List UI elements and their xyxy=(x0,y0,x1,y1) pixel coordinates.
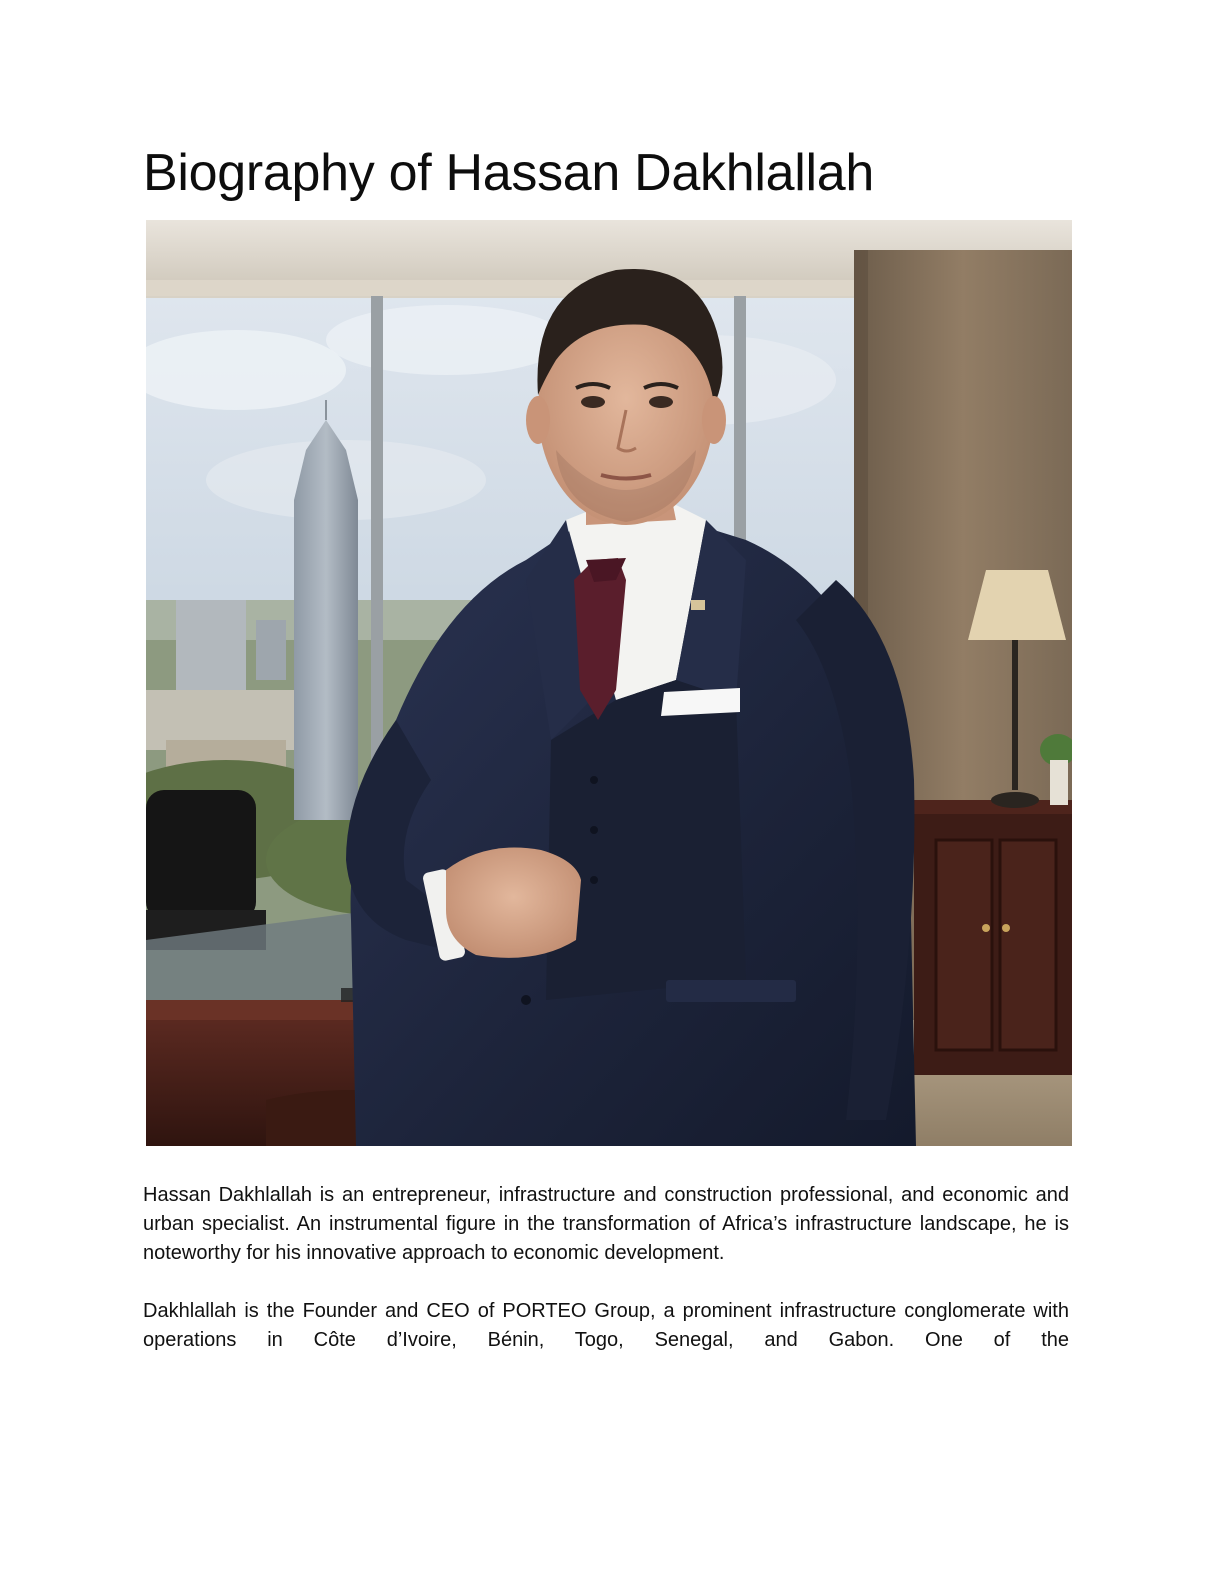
biography-text xyxy=(143,1181,1069,1384)
portrait-photo-illustration xyxy=(146,220,1072,1146)
portrait-photo xyxy=(146,220,1072,1146)
paragraph-intro: Hassan Dakhlallah is an entrepreneur, infrastructure and construction professional, and economic and urban specialist. An instrumental figure in the transformation of Africa’s infrastructure landscape, he is noteworthy for his innovative approach to economic development. xyxy=(143,1184,1069,1264)
page-title: Biography of Hassan Dakhlallah xyxy=(143,144,874,202)
paragraph-career: Dakhlallah is the Founder and CEO of PORTEO Group, a prominent infrastructure conglomerate with operations in Côte d’Ivoire, Bénin, Togo, Senegal, and Gabon. One of the xyxy=(143,1300,1069,1351)
